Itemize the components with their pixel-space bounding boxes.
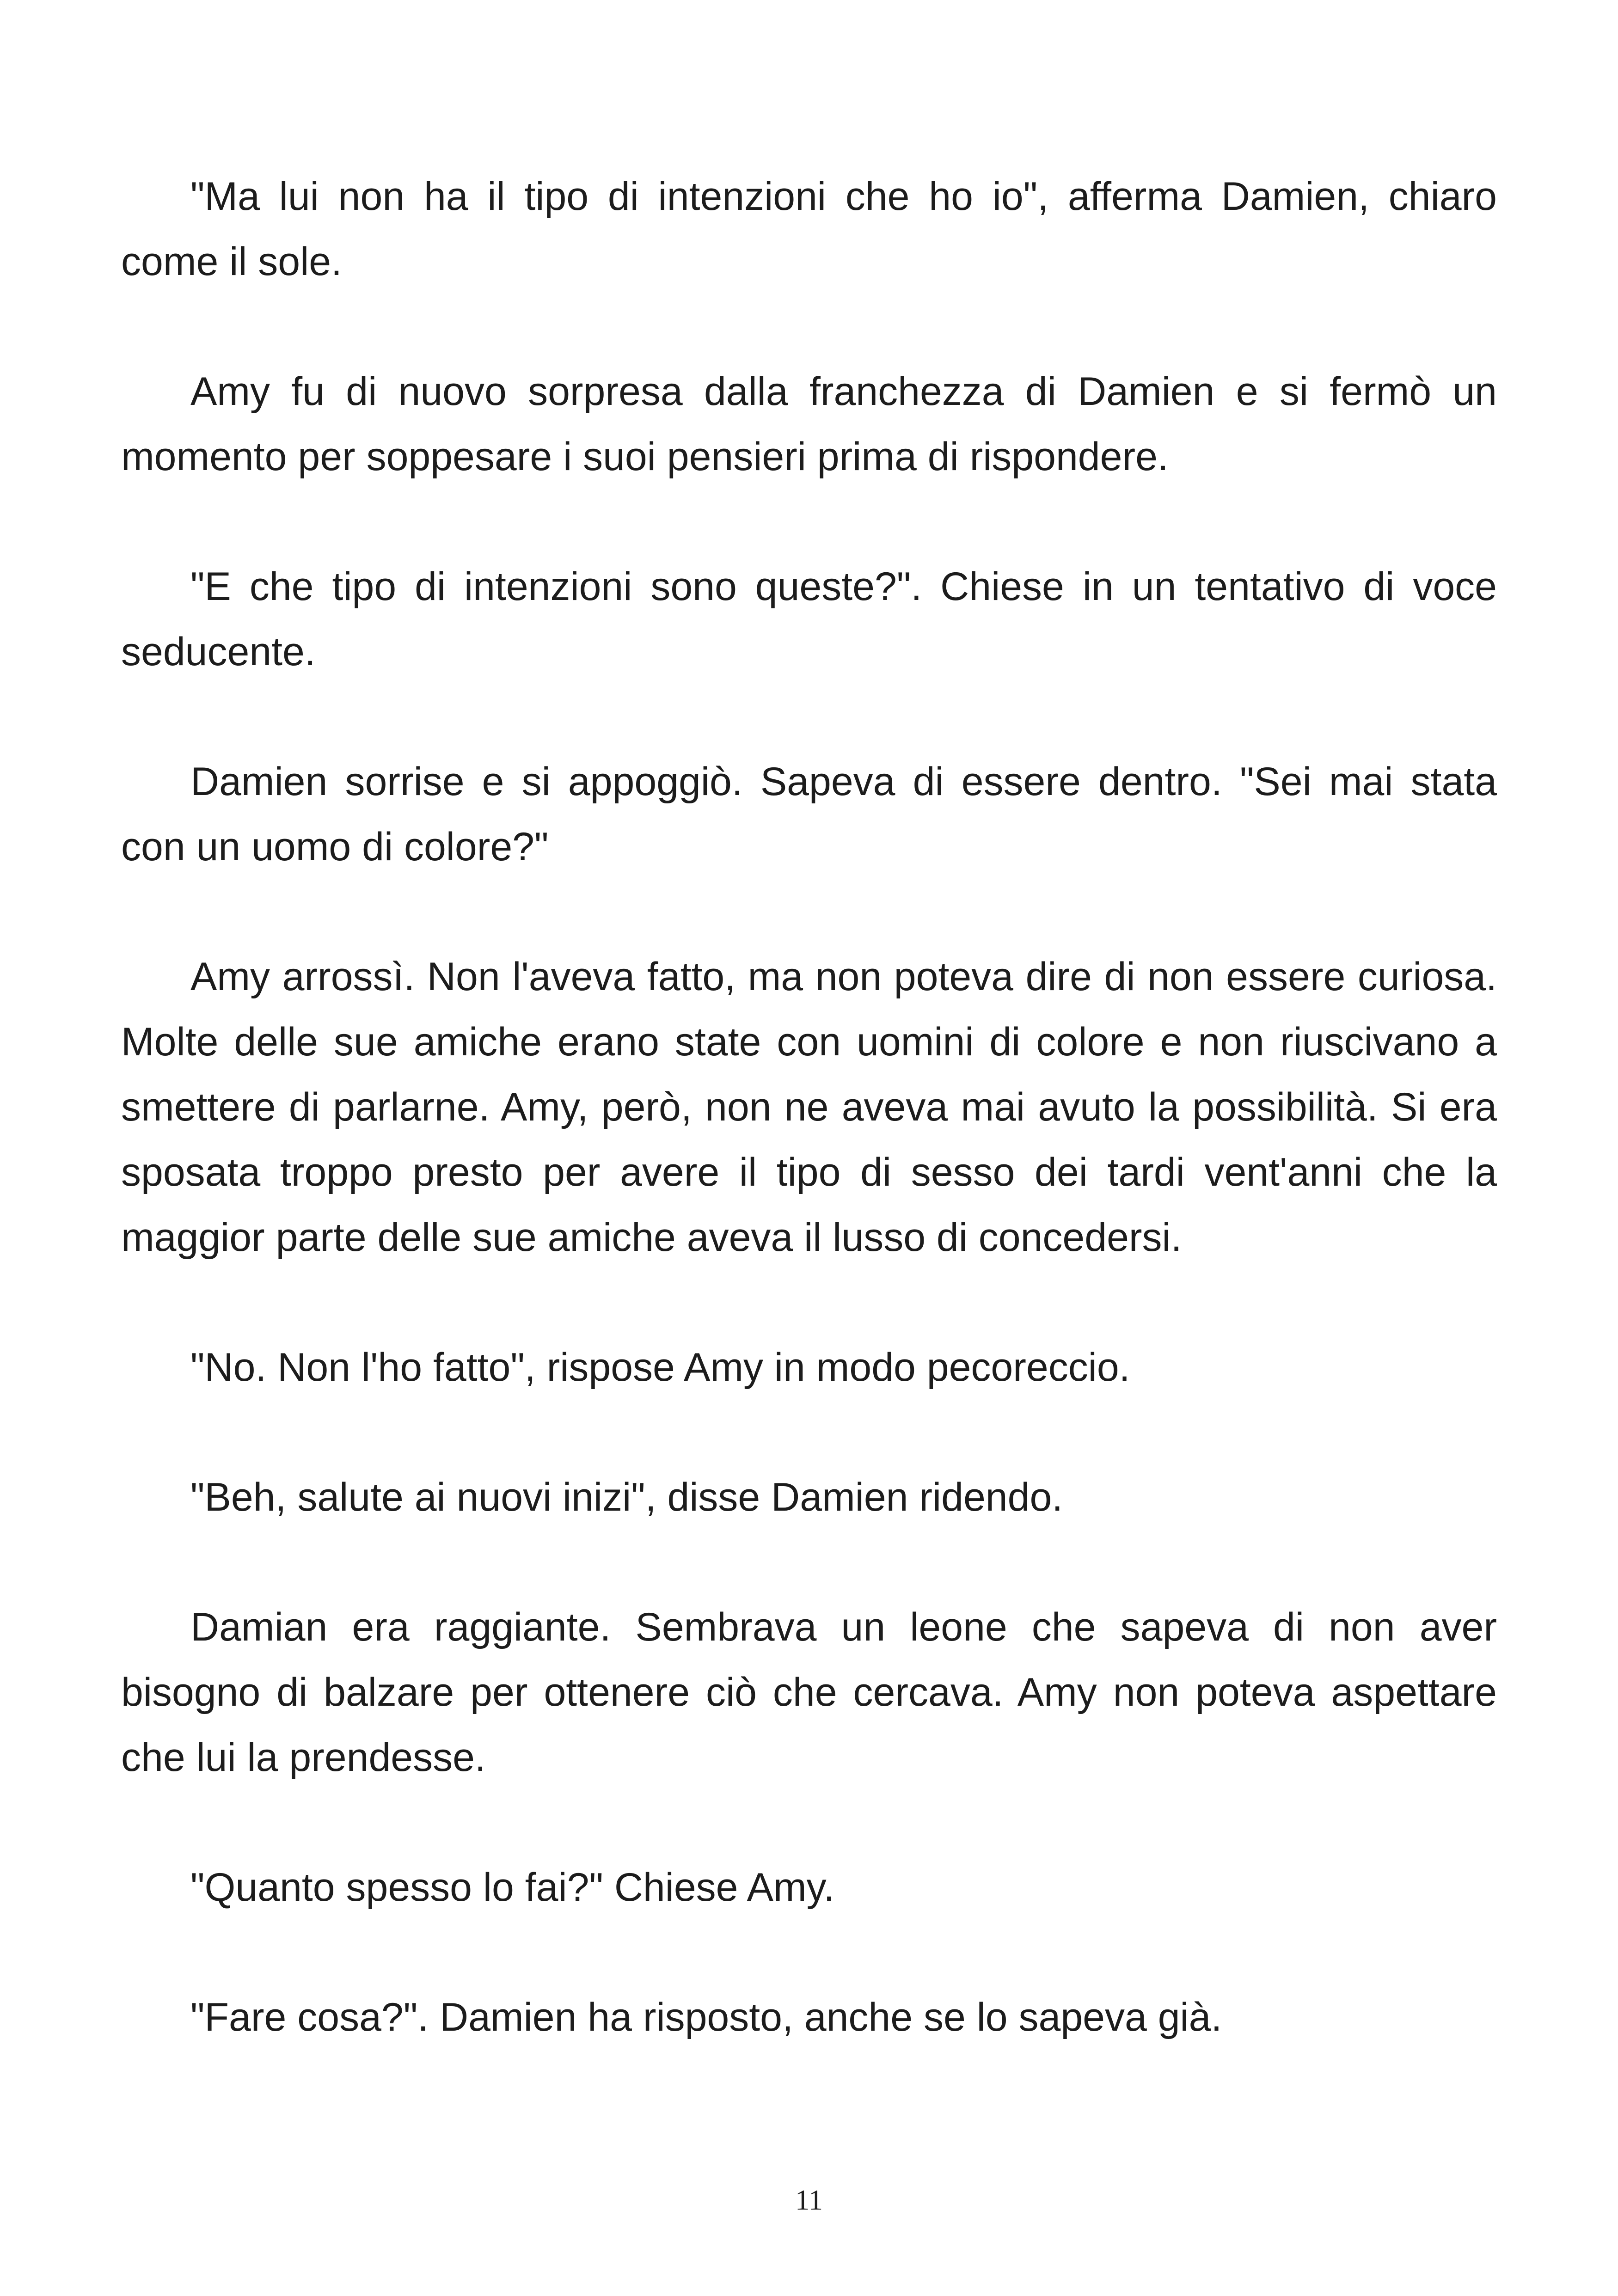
paragraph: "Quanto spesso lo fai?" Chiese Amy.	[190, 1865, 835, 1910]
paragraph: "Beh, salute ai nuovi inizi", disse Damien ridendo.	[190, 1475, 1063, 1519]
paragraph: "Ma lui non ha il tipo di intenzioni che ho io", afferma Damien, chiaro come il sole.	[121, 174, 1497, 284]
paragraph: Amy arrossì. Non l'aveva fatto, ma non poteva dire di non essere curiosa. Molte delle sue amiche erano state con uomini di colore e non riuscivano a smettere di parlarne. Amy, però, non ne aveva mai avuto la possibilità. Si era sposata troppo presto per avere il tipo di sesso dei tardi vent'anni che la maggior parte delle sue amiche aveva il lusso di concedersi.	[121, 955, 1497, 1260]
paragraph: "E che tipo di intenzioni sono queste?". Chiese in un tentativo di voce seducente.	[121, 564, 1497, 674]
page-number: 11	[795, 2185, 823, 2216]
paragraph: Amy fu di nuovo sorpresa dalla franchezza di Damien e si fermò un momento per soppesare i suoi pensieri prima di rispondere.	[121, 369, 1497, 479]
paragraph: "Fare cosa?". Damien ha risposto, anche se lo sapeva già.	[190, 1995, 1222, 2039]
paragraph: "No. Non l'ho fatto", rispose Amy in modo pecoreccio.	[190, 1345, 1130, 1390]
paragraph: Damien sorrise e si appoggiò. Sapeva di essere dentro. "Sei mai stata con un uomo di colore?"	[121, 759, 1497, 869]
body-text	[121, 164, 1497, 2050]
paragraph: Damian era raggiante. Sembrava un leone che sapeva di non aver bisogno di balzare per ottenere ciò che cercava. Amy non poteva aspettare che lui la prendesse.	[121, 1605, 1497, 1780]
